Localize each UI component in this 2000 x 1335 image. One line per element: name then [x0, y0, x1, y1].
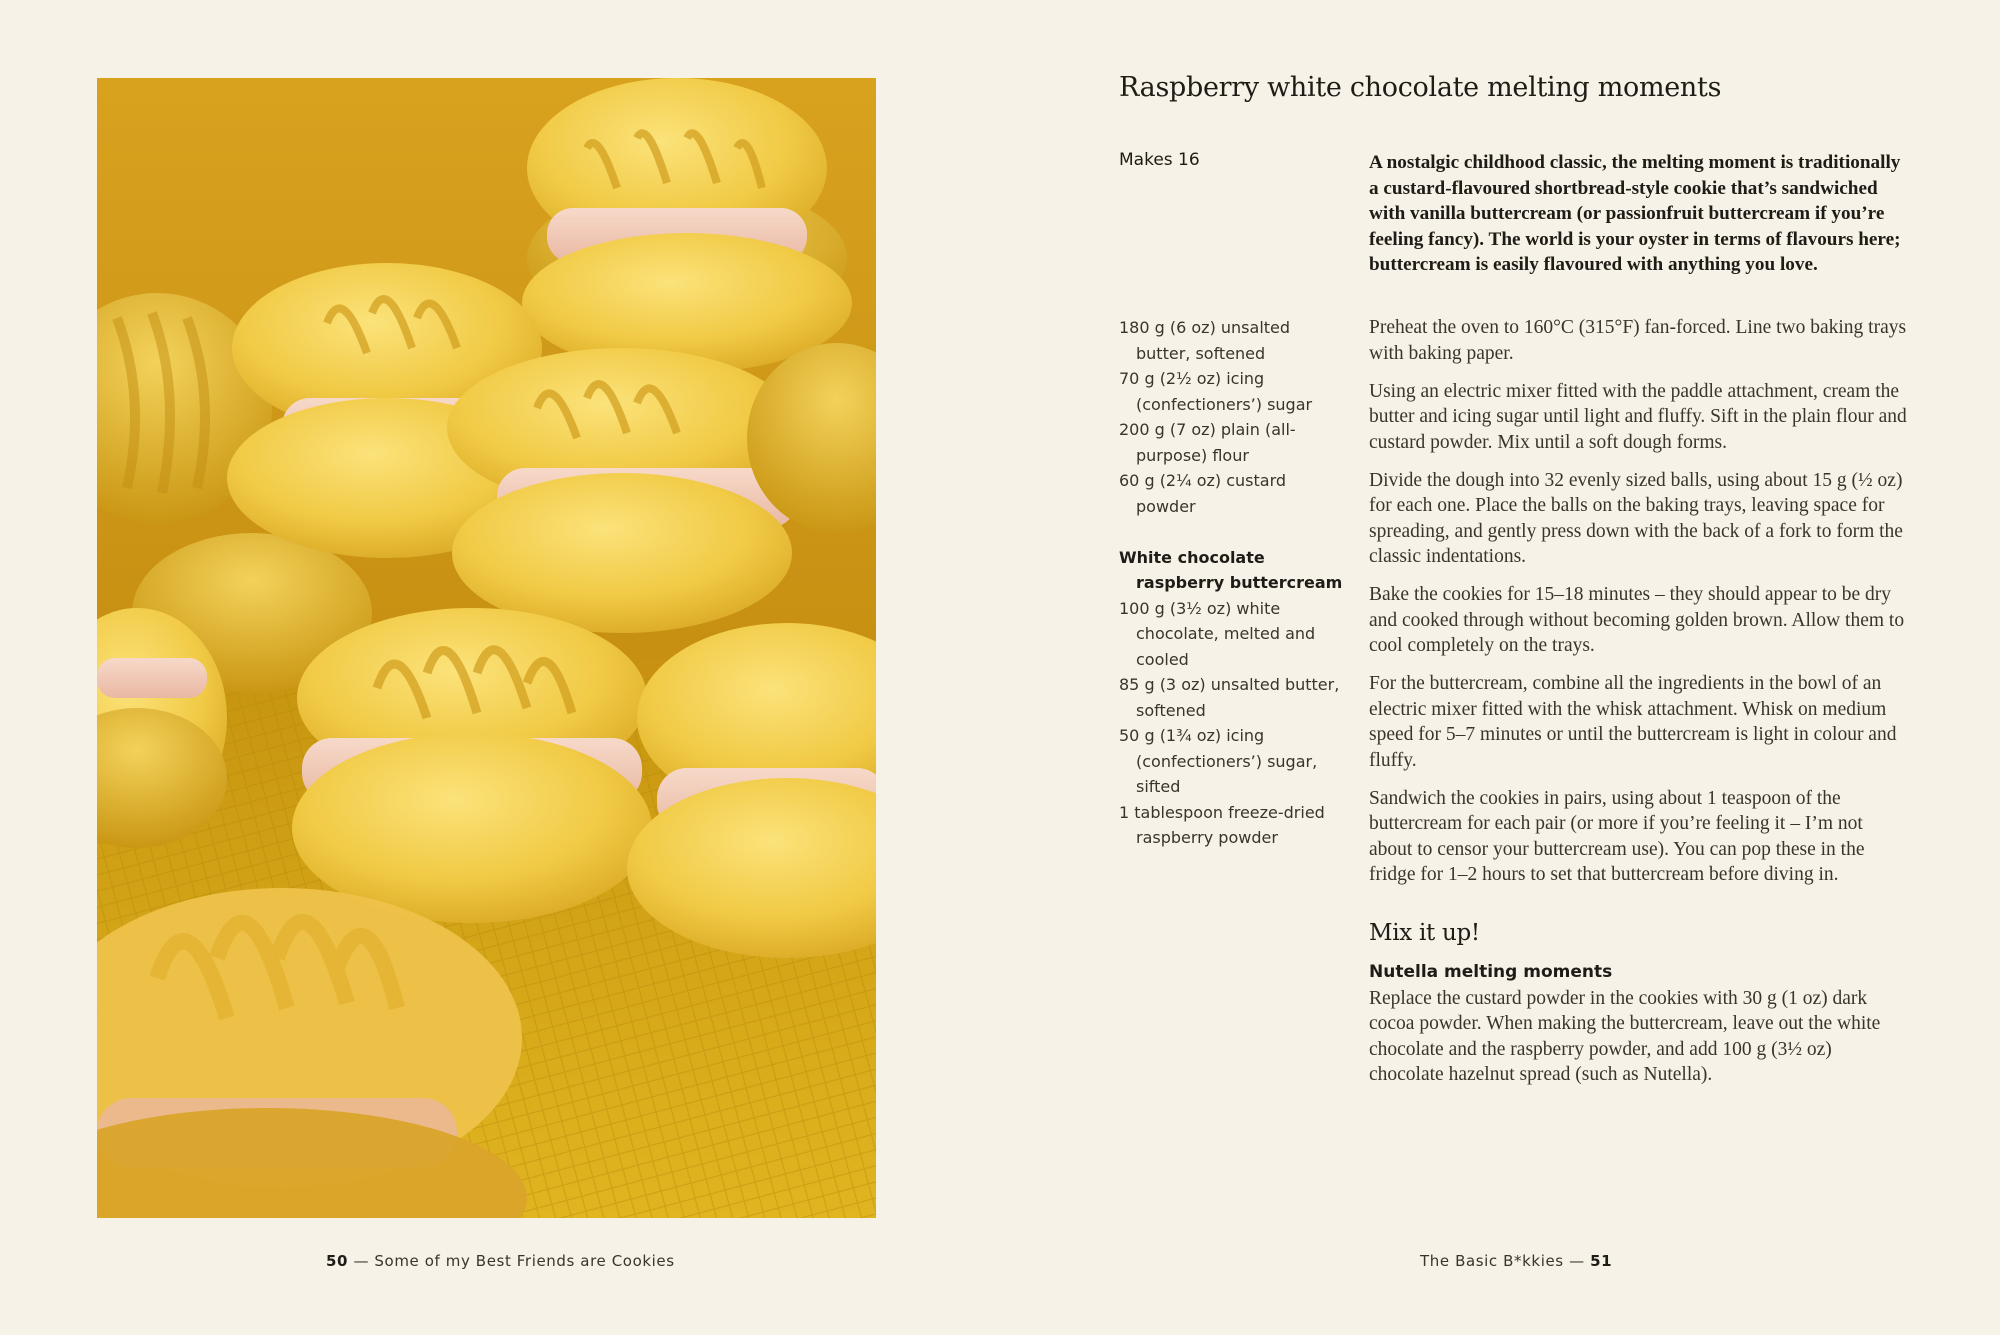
variant-title: Nutella melting moments: [1369, 962, 1613, 982]
method-step: Preheat the oven to 160°C (315°F) fan-forced. Line two baking trays with baking paper.: [1369, 317, 1907, 364]
method-step: For the buttercream, combine all the ingredients in the bowl of an electric mixer fitted with the whisk attachment. Whisk on medium speed for 5–7 minutes or until the buttercream is light in colour and fluffy.: [1369, 673, 1897, 771]
recipe-title: Raspberry white chocolate melting moments: [1119, 72, 1722, 103]
recipe-intro: A nostalgic childhood classic, the melting moment is traditionally a custard-flavoured shortbread-style cookie that’s sandwiched with vanilla buttercream (or passionfruit buttercream if you’re feeling fancy). The world is your oyster in terms of flavours here; buttercream is easily flavoured with anything you love.: [1369, 152, 1901, 275]
recipe-yield: Makes 16: [1119, 150, 1200, 170]
variant-text: Replace the custard powder in the cookies with 30 g (1 oz) dark cocoa powder. When making the buttercream, leave out the white chocolate and the raspberry powder, and add 100 g (3½ oz) chocolate hazelnut spread (such as Nutella).: [1369, 987, 1881, 1085]
right-running-head: The Basic B*kkies —: [1420, 1252, 1591, 1270]
ingredient-item: 1 tablespoon freeze-dried raspberry powder: [1119, 802, 1325, 847]
cookie-photo-illustration: [97, 78, 876, 1218]
left-running-head: — Some of my Best Friends are Cookies: [348, 1252, 675, 1270]
cookie-photo: [97, 78, 876, 1218]
ingredient-item: 70 g (2½ oz) icing (confectioners’) sugar: [1119, 369, 1313, 414]
ingredient-item: 85 g (3 oz) unsalted butter, softened: [1119, 675, 1340, 720]
buttercream-heading: White chocolate raspberry buttercream: [1119, 547, 1343, 592]
method-step: Bake the cookies for 15–18 minutes – they should appear to be dry and cooked through without becoming golden brown. Allow them to cool completely on the trays.: [1369, 584, 1905, 656]
ingredient-item: 180 g (6 oz) unsalted butter, softened: [1119, 318, 1291, 363]
method-step: Sandwich the cookies in pairs, using about 1 teaspoon of the buttercream for each pair (or more if you’re feeling it – I’m not about to censor your buttercream use). You can pop these in the fridge for 1–2 hours to set that buttercream before diving in.: [1369, 787, 1865, 885]
mix-it-up-heading: Mix it up!: [1369, 919, 1480, 946]
right-page-footer: [1420, 1252, 1612, 1270]
ingredient-item: 100 g (3½ oz) white chocolate, melted and cooled: [1119, 598, 1316, 669]
method-step: Divide the dough into 32 evenly sized balls, using about 15 g (½ oz) for each one. Place the balls on the baking trays, leaving space for spreading, and gently press down with the back of a fork to form the classic indentations.: [1369, 469, 1903, 567]
left-page-number: 50: [326, 1252, 349, 1270]
method-steps: [1369, 315, 1909, 1088]
ingredients-list: [1119, 315, 1349, 851]
right-page-number: 51: [1590, 1252, 1613, 1270]
ingredient-item: 60 g (2¼ oz) custard powder: [1119, 471, 1287, 516]
ingredient-item: 200 g (7 oz) plain (all-purpose) flour: [1119, 420, 1296, 465]
ingredient-item: 50 g (1¾ oz) icing (confectioners’) sugar, sifted: [1119, 726, 1318, 796]
left-page-footer: [326, 1252, 675, 1270]
method-step: Using an electric mixer fitted with the paddle attachment, cream the butter and icing sugar until light and fluffy. Sift in the plain flour and custard powder. Mix until a soft dough forms.: [1369, 380, 1907, 453]
